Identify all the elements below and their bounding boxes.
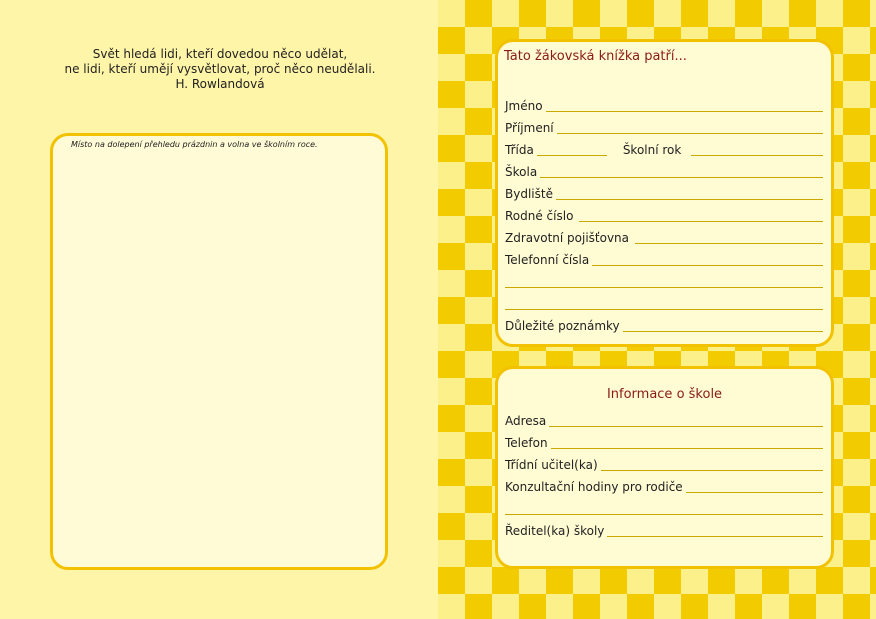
school-row [505, 163, 823, 179]
photo-paste-area [50, 133, 388, 570]
director-label: Ředitel(ka) školy [505, 524, 605, 538]
class-field[interactable] [537, 154, 607, 156]
insurance-row [505, 229, 823, 245]
name-field[interactable] [546, 110, 823, 112]
class-label: Třída [505, 143, 534, 157]
consult-row [505, 478, 823, 494]
notes-label: Důležité poznámky [505, 319, 620, 333]
director-field[interactable] [607, 535, 823, 537]
school-address-row [505, 412, 823, 428]
photo-caption: Místo na dolepení přehledu prázdnin a volna ve školním roce. [71, 140, 318, 149]
address-field[interactable] [556, 198, 823, 200]
birth-number-row [505, 207, 823, 223]
quote-line-1: Svět hledá lidi, kteří dovedou něco udělat, [92, 47, 348, 61]
notes-field[interactable] [623, 330, 823, 332]
birth-number-field[interactable] [579, 220, 823, 222]
name-label: Jméno [505, 99, 543, 113]
name-row [505, 97, 823, 113]
school-address-field[interactable] [549, 425, 823, 427]
consult-extra-field[interactable] [505, 513, 823, 515]
consult-label: Konzultační hodiny pro rodiče [505, 480, 683, 494]
teacher-row [505, 456, 823, 472]
consult-extra-row [505, 500, 823, 516]
phones-extra-row-2 [505, 295, 823, 311]
surname-field[interactable] [557, 132, 823, 134]
teacher-field[interactable] [601, 469, 823, 471]
surname-row [505, 119, 823, 135]
phones-extra-field-2[interactable] [505, 308, 823, 310]
class-row [505, 141, 823, 157]
insurance-field[interactable] [635, 242, 823, 244]
director-row [505, 522, 823, 538]
consult-field[interactable] [686, 491, 823, 493]
birth-number-label: Rodné číslo [505, 209, 574, 223]
school-address-label: Adresa [505, 414, 547, 428]
owner-card [495, 39, 834, 347]
teacher-label: Třídní učitel(ka) [505, 458, 598, 472]
phones-field[interactable] [592, 264, 823, 266]
quote [60, 47, 380, 92]
school-phone-field[interactable] [551, 447, 823, 449]
phones-extra-field-1[interactable] [505, 286, 823, 288]
phones-label: Telefonní čísla [505, 253, 590, 267]
surname-label: Příjmení [505, 121, 554, 135]
school-year-field[interactable] [691, 154, 823, 156]
school-label: Škola [505, 165, 538, 179]
insurance-label: Zdravotní pojišťovna [505, 231, 630, 245]
school-phone-row [505, 434, 823, 450]
school-card [495, 366, 834, 569]
quote-author: H. Rowlandová [175, 77, 265, 91]
school-card-title: Informace o škole [606, 387, 723, 402]
notes-row [505, 317, 823, 333]
quote-line-2: ne lidi, kteří umějí vysvětlovat, proč něco neudělali. [64, 62, 376, 76]
phones-extra-row-1 [505, 273, 823, 289]
school-field[interactable] [540, 176, 823, 178]
school-year-label: Školní rok [622, 143, 682, 157]
phones-row [505, 251, 823, 267]
school-phone-label: Telefon [505, 436, 548, 450]
address-row [505, 185, 823, 201]
owner-card-title: Tato žákovská knížka patří... [504, 49, 687, 64]
address-label: Bydliště [505, 187, 553, 201]
